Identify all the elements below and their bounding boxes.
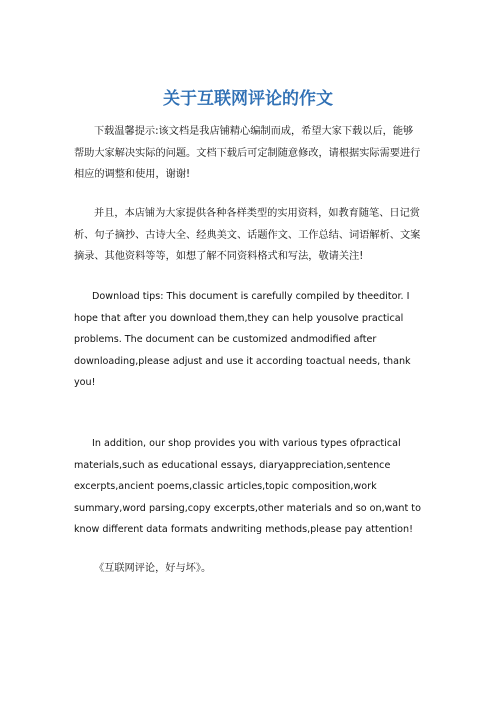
download-tips-english-paragraph: Download tips: This document is carefully compiled by theeditor. I hope that after you download them,they can help yousolve practical problems. The document can be customized andmodified after downloading,please adjust and use it according toactual needs, thank you! — [74, 291, 411, 388]
shop-description-paragraph: 并且，本店铺为大家提供各种各样类型的实用资料，如教育随笔、日记赏析、句子摘抄、古诗大全、经典美文、话题作文、工作总结、词语解析、文案摘录、其他资料等等，如想了解不同资料格式和写法，敬请关注! — [74, 208, 421, 262]
document-title: 关于互联网评论的作文 — [163, 89, 333, 109]
essay-title-line: 《互联网评论，好与坏》。 — [94, 563, 212, 574]
shop-materials-english-paragraph: In addition, our shop provides you with various types ofpractical materials,such as educational essays, diaryappreciation,sentence excerpts,ancient poems,classic articles,topic composition,work summary,word parsing,copy excerpts,other materials and so on,want to know different data formats andwriting methods,please pay attention! — [74, 438, 421, 535]
download-notice-paragraph: 下载温馨提示:该文档是我店铺精心编制而成，希望大家下载以后，能够帮助大家解决实际的问题。文档下载后可定制随意修改，请根据实际需要进行相应的调整和使用，谢谢! — [74, 126, 421, 180]
